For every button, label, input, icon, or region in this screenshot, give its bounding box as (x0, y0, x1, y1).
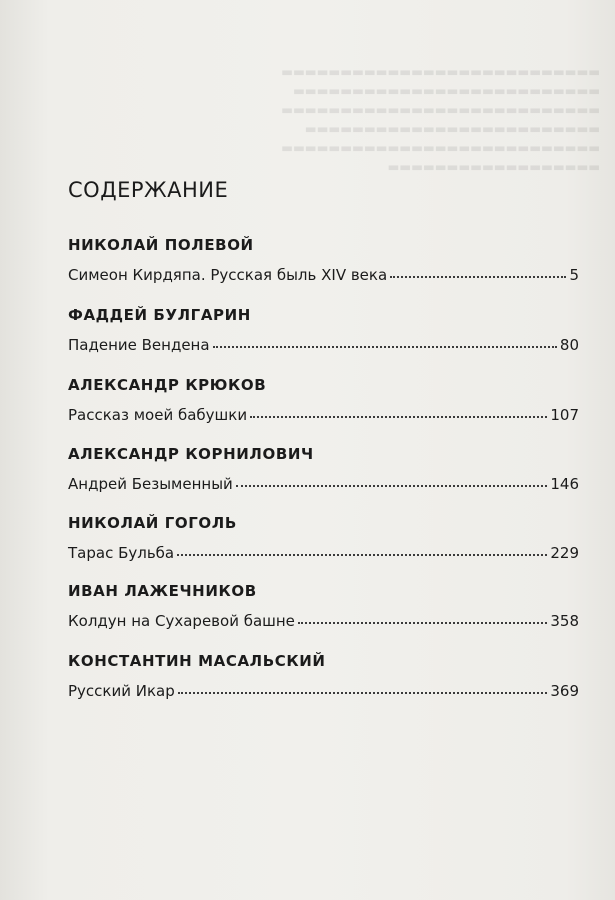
author-heading: ИВАН ЛАЖЕЧНИКОВ (68, 582, 257, 600)
dot-leader (250, 415, 547, 418)
toc-title: СОДЕРЖАНИЕ (68, 178, 229, 202)
page-number: 107 (550, 406, 579, 424)
toc-entry[interactable] (68, 544, 579, 562)
page-number: 5 (569, 266, 579, 284)
work-title: Колдун на Сухаревой башне (68, 612, 295, 630)
page-number: 358 (550, 612, 579, 630)
page-number: 80 (559, 336, 579, 354)
author-heading: АЛЕКСАНДР КОРНИЛОВИЧ (68, 445, 314, 463)
toc-entry[interactable] (68, 336, 579, 354)
author-heading: ФАДДЕЙ БУЛГАРИН (68, 306, 251, 324)
dot-leader (298, 621, 547, 624)
author-heading: КОНСТАНТИН МАСАЛЬСКИЙ (68, 652, 326, 670)
toc-entry[interactable] (68, 406, 579, 424)
dot-leader (236, 484, 548, 487)
work-title: Русский Икар (68, 682, 175, 700)
show-through-texture: ▬▬▬▬▬▬▬▬▬▬▬▬▬▬▬▬▬▬▬▬▬▬▬▬▬▬▬ ▬▬▬▬▬▬▬▬▬▬▬▬▬▬▬▬▬▬▬▬▬▬▬▬▬▬ ▬▬▬▬▬▬▬▬▬▬▬▬▬▬▬▬▬▬▬▬▬▬▬▬▬▬▬ ▬▬▬▬▬▬▬▬▬▬▬▬▬▬▬▬▬▬▬▬▬▬▬▬▬ ▬▬▬▬▬▬▬▬▬▬▬▬▬▬▬▬▬▬▬▬▬▬▬▬▬▬▬ ▬▬▬▬▬▬▬▬▬▬▬▬▬▬▬▬▬▬ (281, 64, 600, 174)
toc-entry[interactable] (68, 475, 579, 493)
dot-leader (177, 553, 547, 556)
page-number: 146 (550, 475, 579, 493)
work-title: Андрей Безыменный (68, 475, 233, 493)
work-title: Рассказ моей бабушки (68, 406, 248, 424)
work-title: Тарас Бульба (68, 544, 175, 562)
author-heading: НИКОЛАЙ ПОЛЕВОЙ (68, 236, 254, 254)
author-heading: АЛЕКСАНДР КРЮКОВ (68, 376, 267, 394)
toc-entry[interactable] (68, 266, 579, 284)
author-heading: НИКОЛАЙ ГОГОЛЬ (68, 514, 237, 532)
work-title: Падение Вендена (68, 336, 210, 354)
page-number: 369 (550, 682, 579, 700)
page-number: 229 (550, 544, 579, 562)
dot-leader (390, 275, 566, 278)
toc-entry[interactable] (68, 612, 579, 630)
dot-leader (178, 691, 548, 694)
work-title: Симеон Кирдяпа. Русская быль XIV века (68, 266, 388, 284)
dot-leader (213, 345, 557, 348)
toc-entry[interactable] (68, 682, 579, 700)
